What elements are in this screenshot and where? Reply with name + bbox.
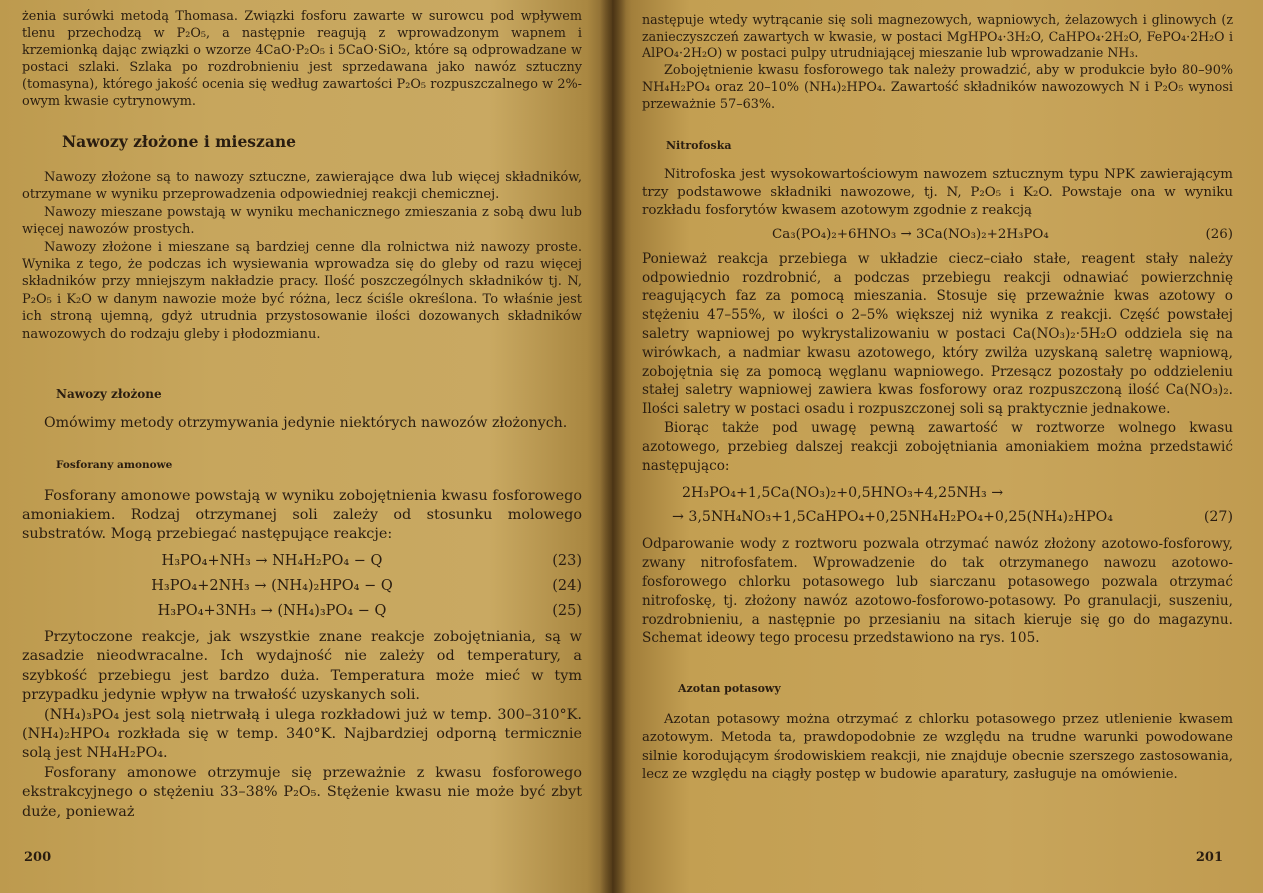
paragraph: Fosforany amonowe otrzymuje się przeważnie z kwasu fosforowego ekstrakcyjnego o stężeniu 33–38% P₂O₅. Stężenie kwasu nie może być zbyt duże, ponieważ (22, 764, 582, 820)
equation-23 (22, 549, 582, 574)
page-number: 201 (1195, 850, 1223, 865)
paragraph: Nitrofoska jest wysokowartościowym nawozem sztucznym typu NPK zawierającym trzy podstawowe składniki nawozowe, tj. N, P₂O₅ i K₂O. Powstaje ona w wyniku rozkładu fosforytów kwasem azotowym zgodnie z reakcją (642, 166, 1233, 218)
paragraph: Omówimy metody otrzymywania jedynie niektórych nawozów złożonych. (44, 415, 568, 432)
equation-formula: Ca₃(PO₄)₂+6HNO₃ → 3Ca(NO₃)₂+2H₃PO₄ (772, 227, 1049, 243)
equation-formula: 2H₃PO₄+1,5Ca(NO₃)₂+0,5HNO₃+4,25NH₃ → (682, 485, 1004, 502)
equation-25 (22, 599, 582, 624)
paragraph: Azotan potasowy można otrzymać z chlorku potasowego przez utlenienie kwasem azotowym. Metoda ta, prawdopodobnie ze względu na trudne warunki powodowane silnie korodującym środowiskiem reakcji, nie znajduje obecnie szerszego zastosowania, lecz ze względu na ciągły postęp w budowie aparatury, zasługuje na omówienie. (642, 712, 1233, 782)
equation-26 (642, 220, 1233, 250)
equation-27-line1 (642, 481, 1233, 505)
paragraph: Biorąc także pod uwagę pewną zawartość w roztworze wolnego kwasu azotowego, przebieg dalszej reakcji zobojętniania amoniakiem można przedstawić następująco: (642, 419, 1233, 474)
equation-number: (25) (552, 603, 582, 620)
equation-number: (27) (1203, 509, 1233, 526)
equation-number: (26) (1205, 227, 1233, 243)
paragraph: Odparowanie wody z roztworu pozwala otrzymać nawóz złożony azotowo-fosforowy, zwany nitrofosfatem. Wprowadzenie do tak otrzymanego nawozu azotowo-fosforowego chlorku potasowego lub siarczanu potasowego pozwala otrzymać nitrofoskę, tj. złożony nawóz azotowo-fosforowo-potasowy. Po granulacji, suszeniu, rozdrobnieniu, a następnie po przesianiu na sitach kieruje się go do magazynu. Schemat ideowy tego procesu przedstawiono na rys. 105. (642, 536, 1233, 647)
right-page (612, 0, 1263, 893)
equation-formula: H₃PO₄+2NH₃ → (NH₄)₂HPO₄ − Q (151, 578, 393, 595)
section-heading: Nawozy złożone i mieszane (62, 132, 297, 151)
left-page (0, 0, 612, 893)
paragraph: Nawozy złożone i mieszane są bardziej cenne dla rolnictwa niż nawozy proste. Wynika z tego, że podczas ich wysiewania wprowadza się do gleby od razu więcej składników przy mniejszym nakładzie pracy. Ilość poszczególnych składników tj. N, P₂O₅ i K₂O w danym nawozie może być różna, lecz ściśle określona. To właśnie jest ich stroną ujemną, gdyż utrudnia przystosowanie ilości dozowanych składników nawozowych do rodzaju gleby i płodozmianu. (22, 239, 582, 342)
subsection-heading: Nawozy złożone (56, 387, 162, 402)
equation-number: (23) (552, 553, 582, 570)
paragraph: Nawozy złożone są to nawozy sztuczne, zawierające dwa lub więcej składników, otrzymane w wyniku przeprowadzenia odpowiedniej reakcji chemicznej. (22, 170, 582, 203)
subsection-heading: Azotan potasowy (678, 682, 781, 696)
subsection-heading: Fosforany amonowe (56, 458, 173, 471)
equation-formula: H₃PO₄+3NH₃ → (NH₄)₃PO₄ − Q (157, 603, 387, 620)
equation-formula: → 3,5NH₄NO₃+1,5CaHPO₄+0,25NH₄H₂PO₄+0,25(NH₄)₂HPO₄ (672, 509, 1113, 526)
paragraph: Przytoczone reakcje, jak wszystkie znane reakcje zobojętniania, są w zasadzie nieodwracalne. Ich wydajność nie zależy od temperatury, a szybkość przebiegu jest bardzo duża. Temperatura może mieć w tym przypadku jedynie wpływ na trwałość uzyskanych soli. (22, 628, 582, 704)
equation-number: (24) (552, 578, 582, 595)
book-gutter (600, 0, 626, 893)
paragraph: Ponieważ reakcja przebiega w układzie ciecz–ciało stałe, reagent stały należy odpowiednio rozdrobnić, a podczas przebiegu reakcji odnawiać powierzchnię reagujących faz za pomocą mieszania. Stosuje się przeważnie kwas azotowy o stężeniu 47–55%, w ilości o 2–5% większej niż wynika z reakcji. Część powstałej saletry wapniowej po wykrystalizowaniu w postaci Ca(NO₃)₂·5H₂O oddziela się na wirówkach, a nadmiar kwasu azotowego, który zwilża uzyskaną saletrę wapniową, zobojętnia się za pomocą węglanu wapniowego. Przesącz pozostały po oddzieleniu stałej saletry wapniowej zawiera kwas fosforowy oraz rozpuszczoną ilość Ca(NO₃)₂. Ilości saletry w postaci osadu i rozpuszczonej soli są praktycznie jednakowe. (642, 250, 1233, 418)
subsection-heading: Nitrofoska (666, 138, 732, 152)
paragraph: (NH₄)₃PO₄ jest solą nietrwałą i ulega rozkładowi już w temp. 300–310°K. (NH₄)₂HPO₄ rozkłada się w temp. 340°K. Najbardziej odporną termicznie solą jest NH₄H₂PO₄. (22, 706, 582, 762)
paragraph: następuje wtedy wytrącanie się soli magnezowych, wapniowych, żelazowych i glinowych (z zanieczyszczeń zawartych w kwasie, w postaci MgHPO₄·3H₂O, CaHPO₄·2H₂O, FePO₄·2H₂O i AlPO₄·2H₂O) w postaci pulpy utrudniającej mieszanie lub wprowadzanie NH₃. (642, 12, 1233, 61)
page-number: 200 (24, 850, 52, 865)
equation-24 (22, 574, 582, 599)
paragraph: Nawozy mieszane powstają w wyniku mechanicznego zmieszania z sobą dwu lub więcej nawozów prostych. (22, 204, 582, 238)
paragraph: Fosforany amonowe powstają w wyniku zobojętnienia kwasu fosforowego amoniakiem. Rodzaj otrzymanej soli zależy od stosunku molowego substratów. Mogą przebiegać następujące reakcje: (22, 487, 582, 543)
equation-27-line2 (642, 505, 1233, 529)
equation-formula: H₃PO₄+NH₃ → NH₄H₂PO₄ − Q (161, 553, 383, 570)
paragraph: Zobojętnienie kwasu fosforowego tak należy prowadzić, aby w produkcie było 80–90% NH₄H₂PO₄ oraz 20–10% (NH₄)₂HPO₄. Zawartość składników nawozowych N i P₂O₅ wynosi przeważnie 57–63%. (642, 62, 1233, 112)
paragraph: żenia surówki metodą Thomasa. Związki fosforu zawarte w surowcu pod wpływem tlenu przechodzą w P₂O₅, a następnie reagują z wprowadzonym wapnem i krzemionką dając związki o wzorze 4CaO·P₂O₅ i 5CaO·SiO₂, które są odprowadzane w postaci szlaki. Szlaka po rozdrobnieniu jest sprzedawana jako nawóz sztuczny (tomasyna), którego jakość ocenia się według zawartości P₂O₅ rozpuszczalnego w 2%-owym kwasie cytrynowym. (22, 9, 582, 109)
